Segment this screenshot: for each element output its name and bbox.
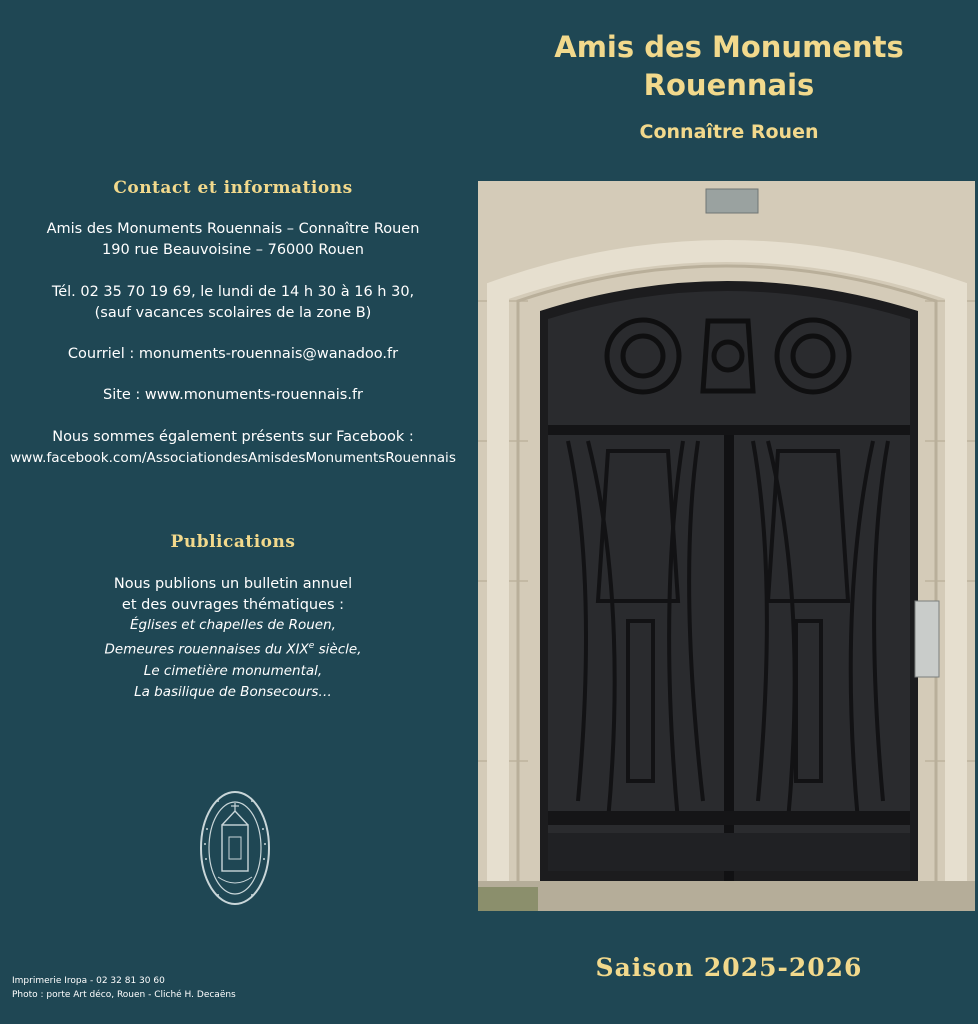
publication-title-4: La basilique de Bonsecours… bbox=[134, 683, 332, 700]
printer-credit: Imprimerie Iropa - 02 32 81 30 60 bbox=[12, 976, 165, 986]
publication-title-3: Le cimetière monumental, bbox=[143, 662, 323, 679]
phone-line-1: Tél. 02 35 70 19 69, le lundi de 14 h 30 à 16 h 30, bbox=[51, 284, 415, 300]
phone-line-2: (sauf vacances scolaires de la zone B) bbox=[94, 305, 372, 321]
contact-phone bbox=[0, 282, 466, 324]
publications-intro bbox=[0, 574, 466, 616]
email-text[interactable]: Courriel : monuments-rouennais@wanadoo.fr bbox=[67, 346, 399, 362]
address-line-2: 190 rue Beauvoisine – 76000 Rouen bbox=[102, 242, 364, 258]
door-photo bbox=[478, 181, 975, 911]
subtitle: Connaître Rouen bbox=[639, 121, 819, 143]
seal-icon bbox=[198, 789, 272, 907]
title-line-1: Amis des Monuments bbox=[554, 30, 904, 64]
contact-facebook[interactable] bbox=[0, 427, 466, 469]
credits bbox=[12, 974, 236, 1002]
publication-title-1: Églises et chapelles de Rouen, bbox=[130, 617, 336, 633]
contact-email[interactable] bbox=[0, 344, 466, 365]
contact-heading: Contact et informations bbox=[113, 178, 353, 198]
title-line-2: Rouennais bbox=[643, 68, 815, 102]
publications-list bbox=[0, 615, 466, 703]
address-line-1: Amis des Monuments Rouennais – Connaître Rouen bbox=[46, 221, 420, 237]
publications-intro-2: et des ouvrages thématiques : bbox=[121, 597, 345, 613]
publications-heading: Publications bbox=[170, 532, 296, 552]
publication-title-2: Demeures rouennaises du XIXe siècle, bbox=[104, 641, 362, 658]
facebook-line-1: Nous sommes également présents sur Facebook : bbox=[52, 429, 414, 445]
facebook-line-2[interactable]: www.facebook.com/AssociationdesAmisdesMonumentsRouennais bbox=[10, 450, 456, 466]
contact-site[interactable] bbox=[0, 385, 466, 406]
contact-address bbox=[0, 219, 466, 261]
season-label: Saison 2025-2026 bbox=[595, 953, 863, 982]
site-text[interactable]: Site : www.monuments-rouennais.fr bbox=[102, 387, 364, 403]
photo-credit: Photo : porte Art déco, Rouen - Cliché H. Decaëns bbox=[12, 990, 236, 1000]
publications-intro-1: Nous publions un bulletin annuel bbox=[113, 576, 353, 592]
